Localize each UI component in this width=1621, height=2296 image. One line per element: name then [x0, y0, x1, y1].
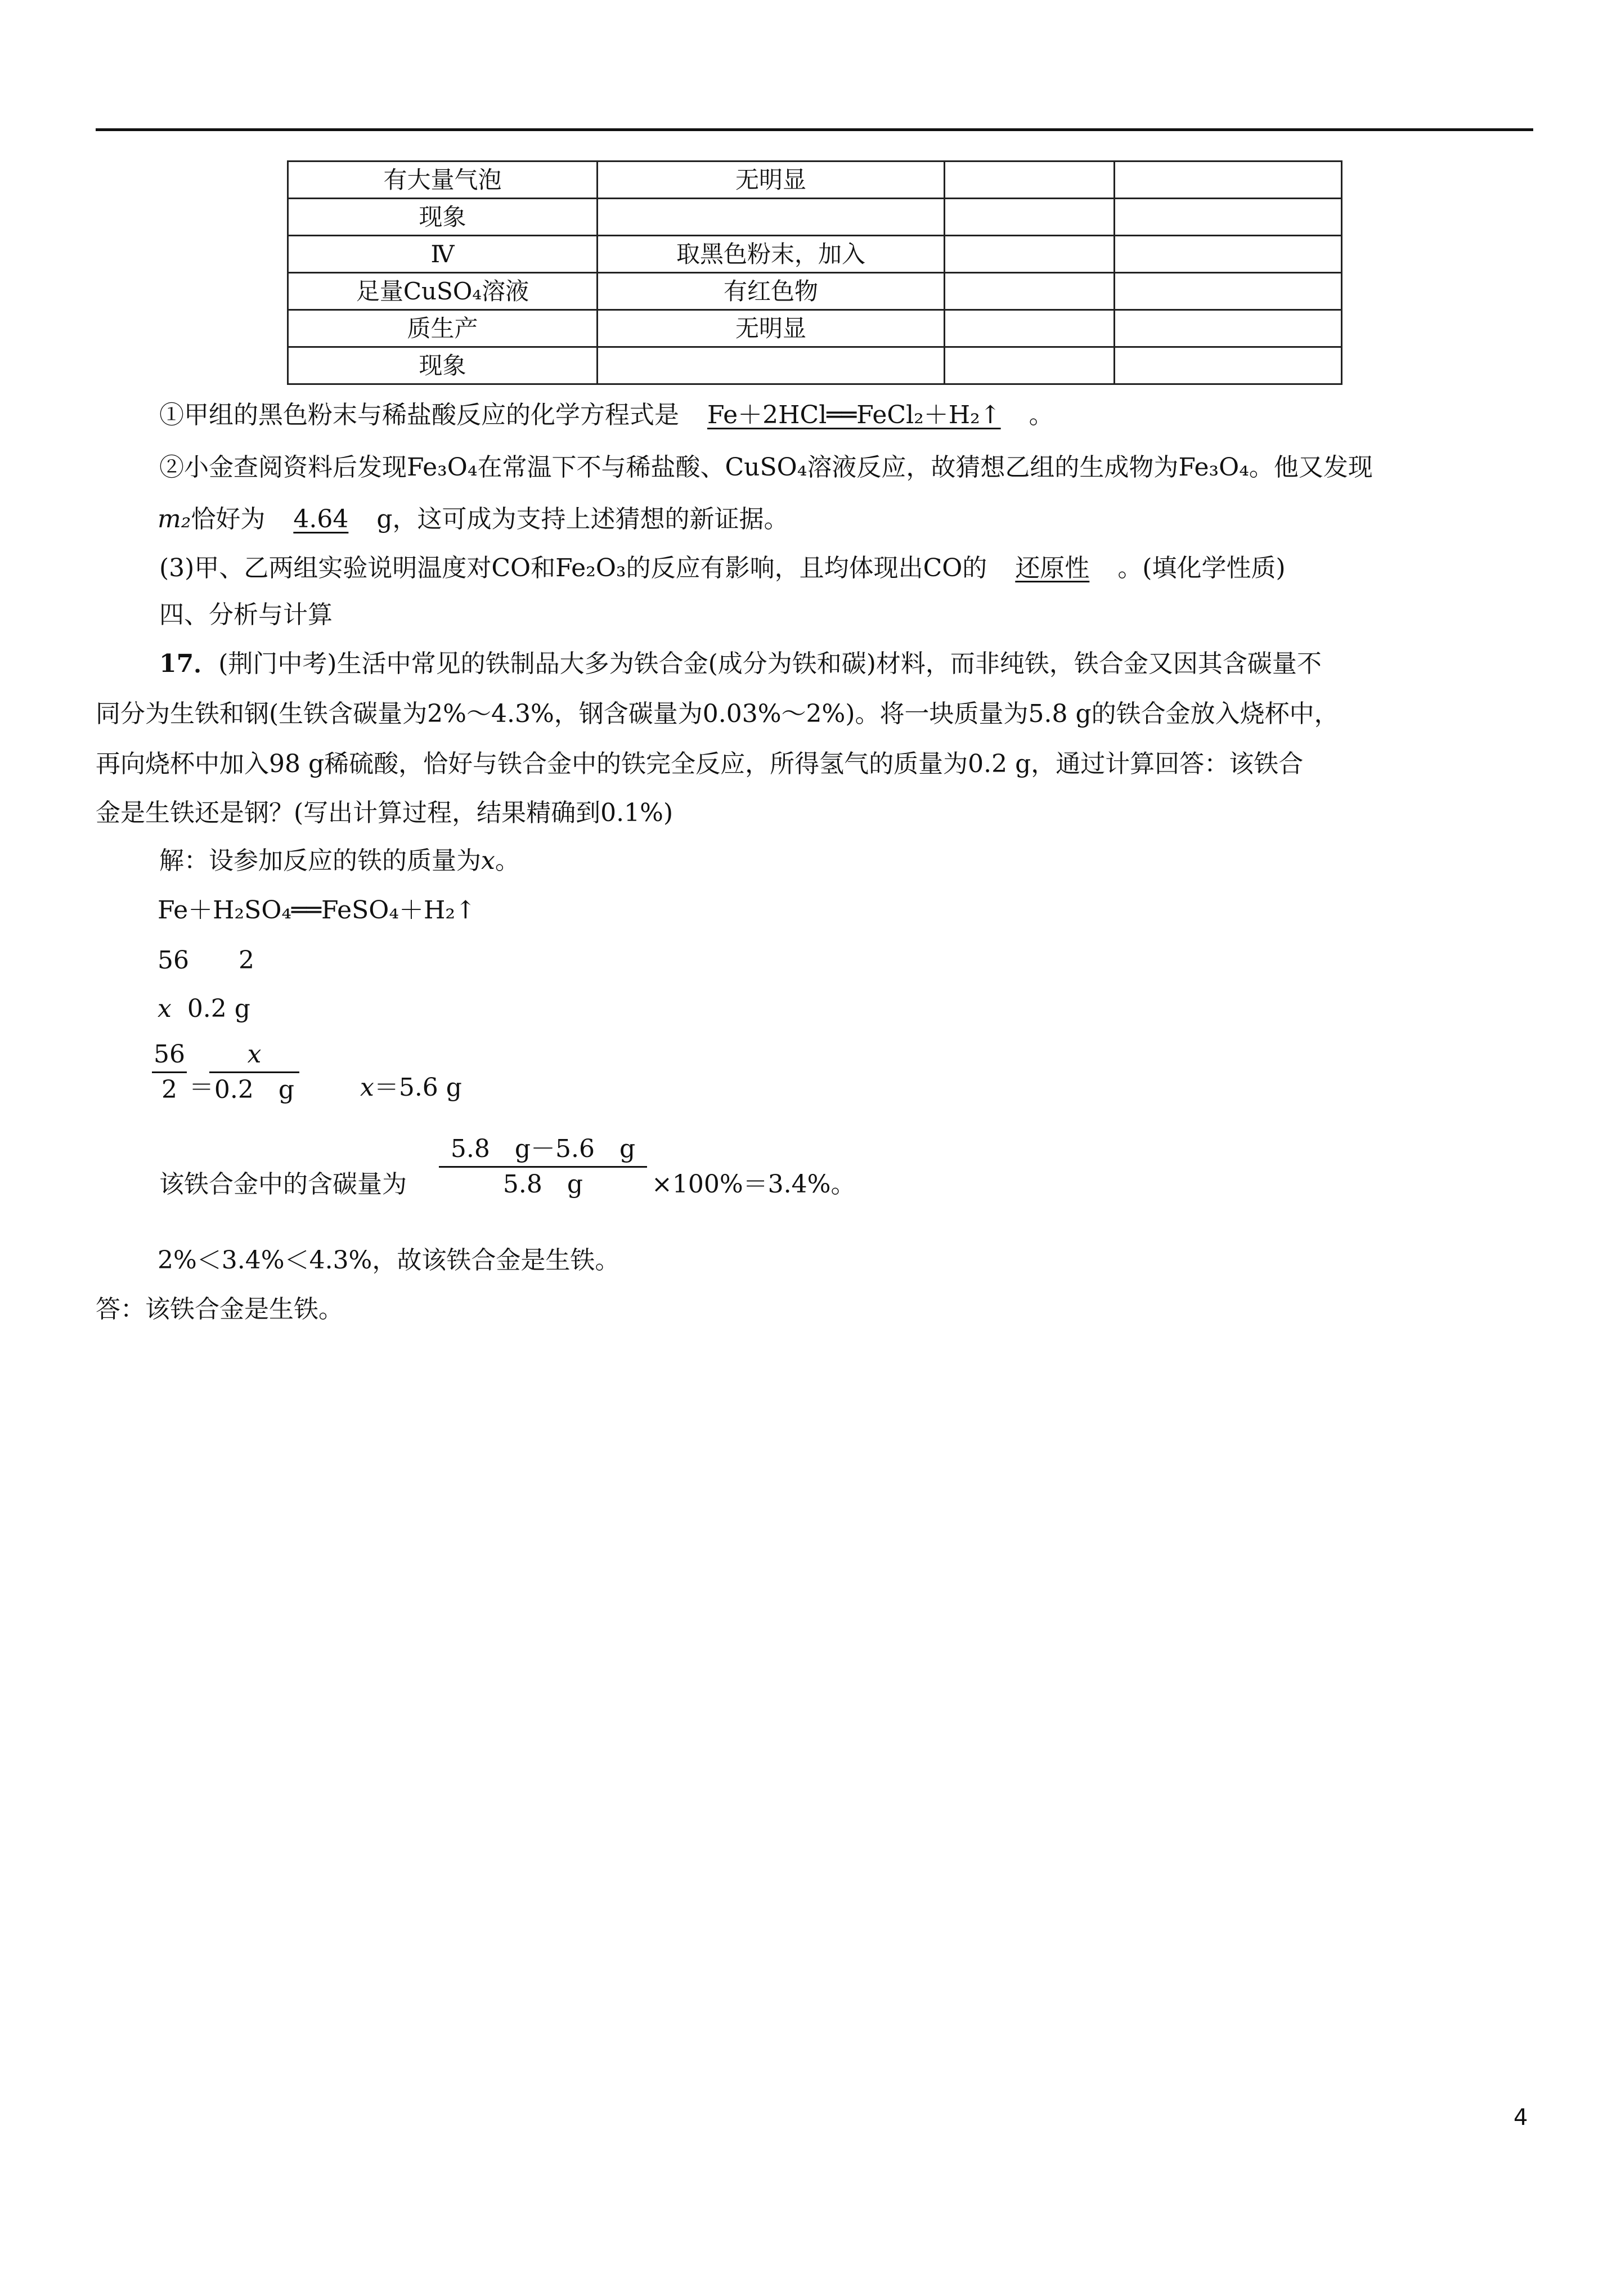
- table-row: [288, 310, 1342, 347]
- ratio-equals: ＝: [189, 1073, 214, 1102]
- table-cell: 足量CuSO₄溶液: [288, 273, 598, 310]
- question-1-line: [159, 401, 1054, 430]
- final-answer: 答：该铁合金是生铁。: [96, 1295, 343, 1324]
- setup-prefix: 解：设参加反应的铁的质量为: [159, 846, 481, 875]
- page-number: 4: [1514, 2105, 1528, 2131]
- table-row: [288, 162, 1342, 199]
- problem-17-line4: 金是生铁还是钢？(写出计算过程，结果精确到0.1%): [96, 799, 673, 827]
- table-cell: 有大量气泡: [288, 162, 598, 199]
- setup-suffix: 。: [495, 846, 520, 875]
- mass-row-val: 0.2 g: [187, 994, 250, 1023]
- problem-17-line1: [159, 650, 1322, 679]
- table-row: [288, 273, 1342, 310]
- ratio-right-fraction: [209, 1041, 299, 1104]
- question-2-line2: [158, 505, 789, 534]
- table-cell: [1115, 199, 1342, 236]
- table-cell: 有红色物: [598, 273, 945, 310]
- q1-answer: Fe＋2HCl══FeCl₂＋H₂↑: [707, 401, 1001, 429]
- table-cell: [945, 162, 1115, 199]
- reaction-equation: Fe＋H₂SO₄══FeSO₄＋H₂↑: [158, 896, 476, 925]
- q3-prefix: (3)甲、乙两组实验说明温度对CO和Fe₂O₃的反应有影响，且均体现出CO的: [159, 554, 987, 582]
- problem-17-text1: (荆门中考)生活中常见的铁制品大多为铁合金(成分为铁和碳)材料，而非纯铁，铁合金又因其含碳量不: [218, 649, 1322, 678]
- q1-suffix: 。: [1029, 401, 1054, 429]
- observation-table: [287, 160, 1342, 385]
- carbon-fraction: [439, 1136, 647, 1199]
- ratio-left-denominator: 2: [161, 1075, 177, 1105]
- result-var: x: [360, 1073, 374, 1102]
- table-cell: 无明显: [598, 310, 945, 347]
- table-row: [288, 347, 1342, 384]
- table-cell: [945, 199, 1115, 236]
- ratio-result: [360, 1074, 462, 1102]
- table-cell: [945, 310, 1115, 347]
- carbon-numerator: 5.8 g－5.6 g: [450, 1134, 636, 1163]
- ratio-left-numerator: 56: [154, 1040, 185, 1069]
- table-cell: 现象: [288, 199, 598, 236]
- carbon-denominator: 5.8 g: [502, 1170, 583, 1199]
- table-cell: 质生产: [288, 310, 598, 347]
- q2-mid: 恰好为: [191, 505, 266, 533]
- section-title: 四、分析与计算: [159, 600, 333, 629]
- fraction-bar: [209, 1071, 299, 1073]
- table-cell: [1115, 347, 1342, 384]
- table-cell: [598, 199, 945, 236]
- table-cell: 取黑色粉末，加入: [598, 236, 945, 273]
- mass-row-var: x: [158, 994, 172, 1023]
- fraction-bar: [439, 1166, 647, 1168]
- carbon-suffix: ×100%＝3.4%。: [652, 1170, 856, 1199]
- table-row: [288, 199, 1342, 236]
- table-cell: [1115, 162, 1342, 199]
- problem-17-line2: 同分为生铁和钢(生铁含碳量为2%～4.3%，钢含碳量为0.03%～2%)。将一块质量为5.8 g的铁合金放入烧杯中，: [96, 699, 1339, 728]
- result-val: ＝5.6 g: [374, 1073, 462, 1102]
- carbon-prefix: 该铁合金中的含碳量为: [159, 1170, 407, 1199]
- table-cell: 现象: [288, 347, 598, 384]
- q2-suffix: g，这可成为支持上述猜想的新证据。: [376, 505, 789, 533]
- q2-answer: 4.64: [293, 505, 349, 533]
- q1-prefix: ①甲组的黑色粉末与稀盐酸反应的化学方程式是: [159, 401, 679, 429]
- solution-setup: [159, 847, 520, 876]
- table-row: [288, 236, 1342, 273]
- table-cell: Ⅳ: [288, 236, 598, 273]
- table-cell: [598, 347, 945, 384]
- q3-suffix: 。(填化学性质): [1117, 554, 1286, 582]
- question-2-line1: ②小金查阅资料后发现Fe₃O₄在常温下不与稀盐酸、CuSO₄溶液反应，故猜想乙组的生成物为Fe₃O₄。他又发现: [159, 453, 1373, 482]
- problem-number: 17．: [159, 649, 219, 678]
- question-3-line: [159, 554, 1286, 583]
- q2-m2: m₂: [158, 505, 191, 533]
- ratio-right-denominator: 0.2 g: [214, 1075, 295, 1105]
- q3-answer: 还原性: [1015, 554, 1090, 582]
- table-cell: [945, 347, 1115, 384]
- table-cell: [945, 273, 1115, 310]
- ratio-left-fraction: [152, 1041, 187, 1104]
- setup-var: x: [481, 846, 495, 875]
- mass-ratio-row: 56 2: [158, 946, 254, 975]
- table-cell: [1115, 310, 1342, 347]
- ratio-right-numerator: x: [247, 1040, 262, 1069]
- table-cell: [1115, 273, 1342, 310]
- table-cell: [945, 236, 1115, 273]
- header-rule: [96, 128, 1533, 131]
- table-cell: [1115, 236, 1342, 273]
- mass-value-row: [158, 995, 250, 1024]
- comparison-line: 2%＜3.4%＜4.3%，故该铁合金是生铁。: [158, 1246, 620, 1275]
- fraction-bar: [152, 1071, 187, 1073]
- table-cell: 无明显: [598, 162, 945, 199]
- problem-17-line3: 再向烧杯中加入98 g稀硫酸，恰好与铁合金中的铁完全反应，所得氢气的质量为0.2 g，通过计算回答：该铁合: [96, 750, 1304, 778]
